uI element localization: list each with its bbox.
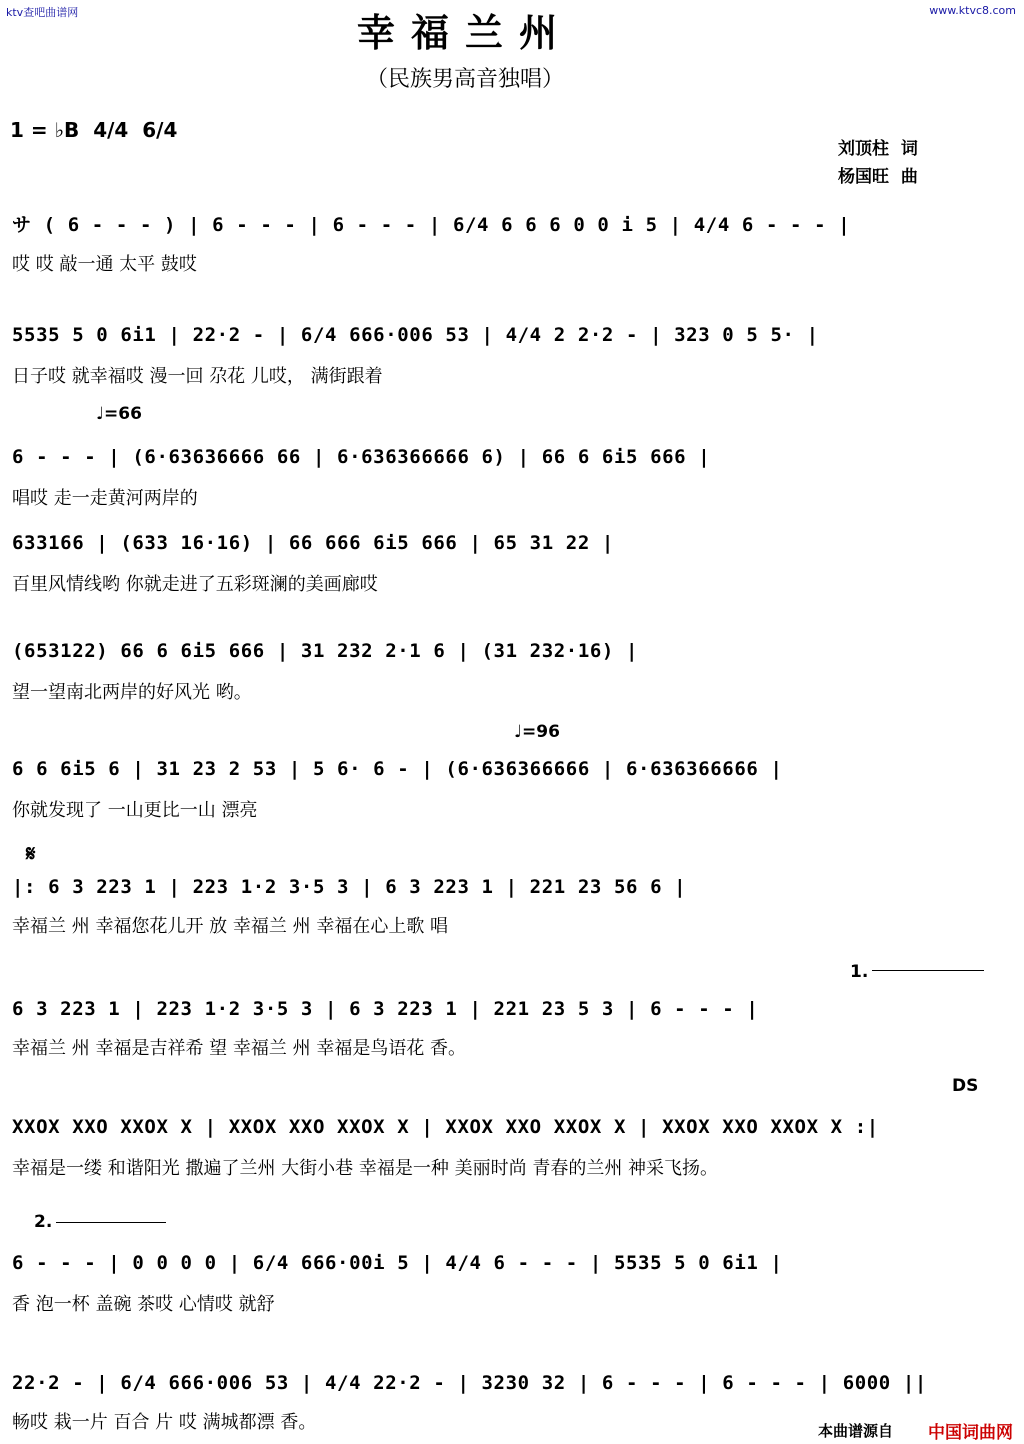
lyric-line: 你就发现了 一山更比一山 漂亮 (12, 800, 258, 821)
site-logo-left: ktv查吧曲谱网 (6, 6, 79, 19)
notation-line: |: 6 3 223 1 | 223 1·2 3·5 3 | 6 3 223 1 | 221 23 56 6 | (12, 876, 687, 898)
notation-line: 22·2 - | 6/4 666·006 53 | 4/4 22·2 - | 3230 32 | 6 - - - | 6 - - - | 6000 || (12, 1372, 927, 1394)
notation-line: 6 6 6i5 6 | 31 23 2 53 | 5 6· 6 - | (6·636366666 | 6·636366666 | (12, 758, 783, 780)
notation-line: 633166 | (633 16·16) | 66 666 6i5 666 | 65 31 22 | (12, 532, 614, 554)
lyric-line: 望一望南北两岸的好风光 哟。 (12, 682, 252, 703)
notation-line: (653122) 66 6 6i5 666 | 31 232 2·1 6 | (31 232·16) | (12, 640, 639, 662)
lyric-line: 幸福兰 州 幸福是吉祥希 望 幸福兰 州 幸福是鸟语花 香。 (12, 1038, 467, 1059)
source-site-logo: 中国词曲网 (928, 1423, 1013, 1443)
lyric-line: 香 泡一杯 盖碗 茶哎 心情哎 就舒 (12, 1294, 275, 1315)
volta-bracket (56, 1222, 166, 1223)
lyric-line: 畅哎 栽一片 百合 片 哎 满城都漂 香。 (12, 1412, 317, 1433)
lyric-line: 哎 哎 敲一通 太平 鼓哎 (12, 254, 197, 275)
notation-line: 6 - - - | 0 0 0 0 | 6/4 666·00i 5 | 4/4 6 - - - | 5535 5 0 6i1 | (12, 1252, 783, 1274)
lyric-line: 唱哎 走一走黄河两岸的 (12, 488, 198, 509)
tempo-marking: ♩=66 (96, 404, 142, 424)
lyric-line: 百里风情线哟 你就走进了五彩斑澜的美画廊哎 (12, 574, 378, 595)
song-title: 幸福兰州 (356, 10, 573, 55)
composer-credit: 杨国旺 曲 (838, 167, 918, 187)
site-logo-right: www.ktvc8.com (929, 4, 1016, 17)
lyric-line: 幸福兰 州 幸福您花儿开 放 幸福兰 州 幸福在心上歌 唱 (12, 916, 449, 937)
lyric-line: 幸福是一缕 和谐阳光 撒遍了兰州 大街小巷 幸福是一种 美丽时尚 青春的兰州 神采飞扬。 (12, 1158, 719, 1179)
notation-line: 6 3 223 1 | 223 1·2 3·5 3 | 6 3 223 1 | 221 23 5 3 | 6 - - - | (12, 998, 759, 1020)
volta-ending-2: 2. (34, 1212, 53, 1232)
lyric-line: 日子哎 就幸福哎 漫一回 尕花 儿哎， 满街跟着 (12, 366, 383, 387)
song-subtitle: （民族男高音独唱） (365, 67, 564, 92)
notation-line: サ ( 6 - - - ) | 6 - - - | 6 - - - | 6/4 6 6 6 0 0 i 5 | 4/4 6 - - - | (12, 214, 851, 236)
lyricist-credit: 刘顶柱 词 (838, 139, 918, 159)
notation-line: XXOX XXO XXOX X | XXOX XXO XXOX X | XXOX XXO XXOX X | XXOX XXO XXOX X :| (12, 1116, 879, 1138)
key-signature: 1 = ♭B 4/4 6/4 (10, 118, 178, 142)
volta-ending-1: 1. (850, 962, 869, 982)
source-label: 本曲谱源自 (818, 1422, 894, 1440)
tempo-marking: ♩=96 (514, 722, 560, 742)
dal-segno-mark: DS (952, 1076, 979, 1096)
segno-sign: 𝄋 (26, 842, 36, 867)
notation-line: 6 - - - | (6·63636666 66 | 6·636366666 6) | 66 6 6i5 666 | (12, 446, 711, 468)
volta-bracket (872, 970, 984, 971)
notation-line: 5535 5 0 6i1 | 22·2 - | 6/4 666·006 53 | 4/4 2 2·2 - | 323 0 5 5· | (12, 324, 819, 346)
